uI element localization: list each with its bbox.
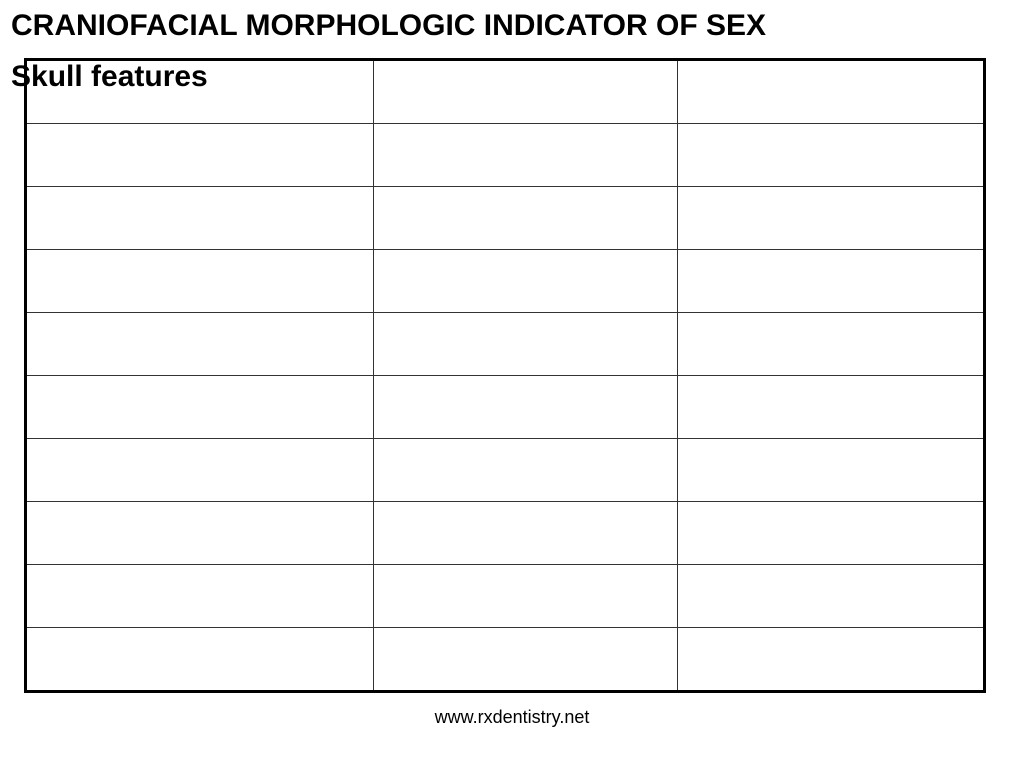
table-row (26, 250, 985, 313)
table-cell (26, 250, 374, 313)
table-cell (678, 313, 985, 376)
table-cell (374, 250, 678, 313)
page-title: CRANIOFACIAL MORPHOLOGIC INDICATOR OF SEX (11, 9, 767, 42)
table-cell (374, 60, 678, 124)
table-cell (678, 60, 985, 124)
table-row (26, 502, 985, 565)
table-cell (374, 313, 678, 376)
table-cell (678, 439, 985, 502)
table-cell (678, 124, 985, 187)
table-cell (26, 502, 374, 565)
table-cell (374, 565, 678, 628)
table-row (26, 124, 985, 187)
table-row (26, 376, 985, 439)
table-cell (374, 439, 678, 502)
table-cell (678, 628, 985, 692)
table-cell-label-skull-features: Skull features (11, 60, 208, 93)
table-row (26, 187, 985, 250)
table-row (26, 313, 985, 376)
table-cell (678, 502, 985, 565)
footer-url: www.rxdentistry.net (434, 707, 590, 727)
table-cell (678, 250, 985, 313)
table-cell (26, 376, 374, 439)
table-cell (374, 376, 678, 439)
indicator-table (24, 58, 986, 693)
table-cell (374, 502, 678, 565)
table-cell (678, 376, 985, 439)
table-cell (26, 313, 374, 376)
table-body (26, 60, 985, 692)
table-row (26, 628, 985, 692)
table-cell (26, 628, 374, 692)
table-cell (374, 628, 678, 692)
table-cell (26, 439, 374, 502)
table-row (26, 439, 985, 502)
table-cell (26, 187, 374, 250)
table-cell (26, 124, 374, 187)
table-cell (26, 565, 374, 628)
table-cell (678, 187, 985, 250)
table-cell (678, 565, 985, 628)
table-cell (374, 187, 678, 250)
table-row (26, 565, 985, 628)
table-cell (374, 124, 678, 187)
